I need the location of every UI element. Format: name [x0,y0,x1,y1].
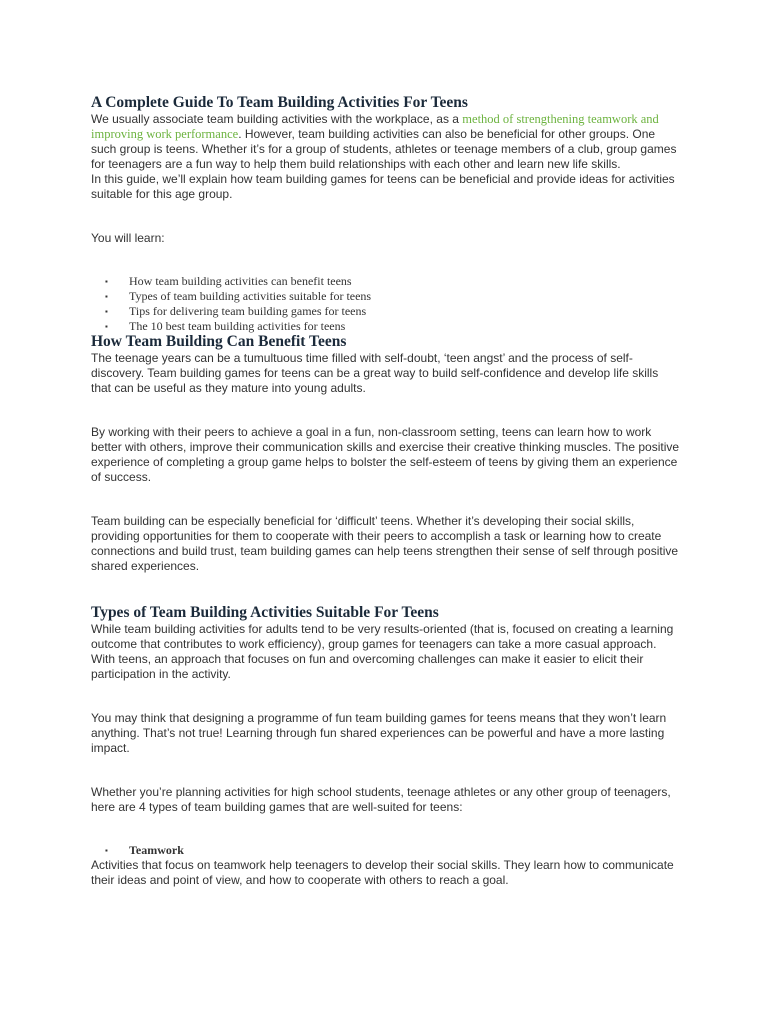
section-heading-benefits: How Team Building Can Benefit Teens [91,333,347,350]
list-item [91,843,681,858]
list-item [91,304,681,319]
list-item-text: How team building activities can benefit teens [129,274,352,288]
page-title: A Complete Guide To Team Building Activities For Teens [91,94,468,111]
list-item [91,274,681,289]
list-item-text: Teamwork [129,843,184,857]
intro-text-end: . However, team building activities can also be beneficial for other groups. One such group is teens. Whether it’s for a group of students, athletes or teenage members of a club, group games for teenagers are a fun way to help them build relationships with each other and learn new life skills. [91,127,677,171]
list-item [91,289,681,304]
list-item-text: Tips for delivering team building games for teens [129,304,367,318]
bullet-icon: ▪ [105,292,108,301]
benefits-paragraph: Team building can be especially beneficial for ‘difficult’ teens. Whether it’s developing their social skills, providing opportunities for them to cooperate with their peers to accomplish a task or learning how to create connections and build trust, team building games can help teens strengthen their sense of self through positive shared experiences. [91,514,679,573]
types-list [91,843,681,858]
list-item-text: The 10 best team building activities for teens [129,319,346,333]
teamwork-description: Activities that focus on teamwork help teenagers to develop their social skills. They learn how to communicate their ideas and point of view, and how to cooperate with others to reach a goal. [91,858,674,887]
intro-paragraph-2: In this guide, we’ll explain how team building games for teens can be beneficial and provide ideas for activities suitable for this age group. [91,172,675,201]
section-heading-types: Types of Team Building Activities Suitable For Teens [91,604,439,621]
intro-text-start: We usually associate team building activities with the workplace, as a [91,112,463,126]
benefits-paragraph: By working with their peers to achieve a goal in a fun, non-classroom setting, teens can learn how to work better with others, improve their communication skills and exercise their creative thinking muscles. The positive experience of completing a group game helps to bolster the self-esteem of teens by giving them an experience of success. [91,425,680,484]
intro-paragraph-1 [91,112,681,172]
types-paragraph: You may think that designing a programme of fun team building games for teens means that they won’t learn anything. That’s not true! Learning through fun shared experiences can be powerful and have a more lasting impact. [91,711,667,755]
types-paragraph: Whether you’re planning activities for high school students, teenage athletes or any other group of teenagers, here are 4 types of team building games that are well-suited for teens: [91,785,671,814]
types-paragraph: While team building activities for adults tend to be very results-oriented (that is, focused on creating a learning outcome that contributes to work efficiency), group games for teenagers can take a more casual approach. With teens, an approach that focuses on fun and overcoming challenges can make it easier to elicit their participation in the activity. [91,622,674,681]
learn-list [91,274,681,334]
bullet-icon: ▪ [105,846,108,855]
bullet-icon: ▪ [105,322,108,331]
benefits-paragraph: The teenage years can be a tumultuous time filled with self-doubt, ‘teen angst’ and the process of self-discovery. Team building games for teens can be a great way to build self-confidence and develop life skills that can be useful as they mature into young adults. [91,351,659,395]
list-item [91,319,681,334]
bullet-icon: ▪ [105,307,108,316]
document-page [91,94,681,888]
bullet-icon: ▪ [105,277,108,286]
learn-label: You will learn: [91,231,165,245]
teamwork-link[interactable]: method of strengthening teamwork and improving work performance [91,112,659,141]
list-item-text: Types of team building activities suitable for teens [129,289,372,303]
